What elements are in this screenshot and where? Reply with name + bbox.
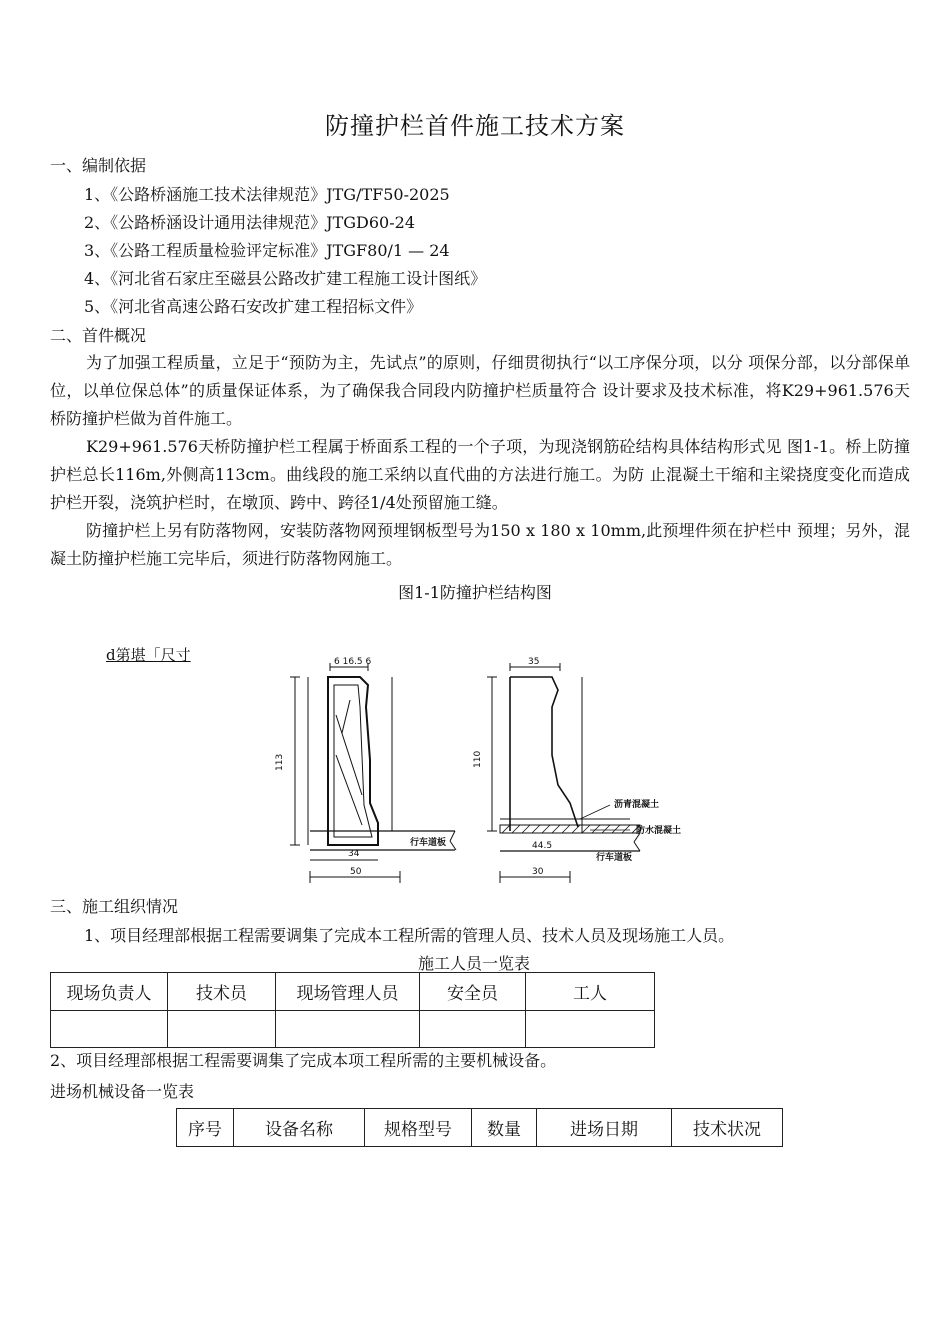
personnel-table-row bbox=[51, 1011, 655, 1048]
personnel-header-site-lead: 现场负责人 bbox=[51, 973, 168, 1011]
equipment-header-condition: 技术状况 bbox=[672, 1109, 783, 1147]
figure-side-label: d第堪「尺寸 bbox=[106, 646, 191, 664]
left-width-dimension: 50 bbox=[350, 867, 362, 877]
equipment-header-quantity: 数量 bbox=[472, 1109, 537, 1147]
equipment-table-header-row bbox=[177, 1109, 783, 1147]
personnel-cell bbox=[51, 1011, 168, 1048]
reference-item-5: 5、《河北省高速公路石安改扩建工程招标文件》 bbox=[84, 297, 423, 316]
section2-heading: 二、首件概况 bbox=[50, 326, 147, 345]
left-deck-slab-label: 行车道板 bbox=[410, 838, 447, 848]
personnel-cell bbox=[276, 1011, 420, 1048]
left-top-dimension: 6 16.5 6 bbox=[334, 657, 372, 667]
equipment-header-entry-date: 进场日期 bbox=[537, 1109, 672, 1147]
equipment-header-name: 设备名称 bbox=[234, 1109, 365, 1147]
reference-item-1: 1、《公路桥涵施工技术法律规范》JTG/TF50-2025 bbox=[84, 185, 450, 204]
equipment-table bbox=[176, 1108, 783, 1147]
right-top-dimension: 35 bbox=[528, 657, 540, 667]
right-cross-section bbox=[487, 663, 640, 883]
reference-item-3: 3、《公路工程质量检验评定标准》JTGF80/1 — 24 bbox=[84, 241, 450, 260]
organization-item-1: 1、项目经理部根据工程需要调集了完成本工程所需的管理人员、技术人员及现场施工人员。 bbox=[84, 926, 735, 945]
waterproof-concrete-label: 防水混凝土 bbox=[636, 826, 682, 836]
overview-paragraph-1: 为了加强工程质量，立足于“预防为主，先试点”的原则，仔细贯彻执行“以工序保分项，以分 项保分部，以分部保单位，以单位保总体”的质量保证体系，为了确保我合同段内防撞护栏质量符合 设计要求及技术标准，将K29+961.576天桥防撞护栏做为首件施工。 bbox=[50, 353, 910, 428]
personnel-header-technician: 技术员 bbox=[168, 973, 276, 1011]
personnel-cell bbox=[420, 1011, 526, 1048]
right-height-dimension: 110 bbox=[473, 750, 483, 768]
left-base-dimension: 34 bbox=[348, 849, 360, 859]
section1-heading: 一、编制依据 bbox=[50, 156, 147, 175]
asphalt-layer-label: 沥青混凝土 bbox=[614, 800, 660, 810]
overview-paragraph-2: K29+961.576天桥防撞护栏工程属于桥面系工程的一个子项，为现浇钢筋砼结构具体结构形式见 图1-1。桥上防撞护栏总长116m,外侧高113cm。曲线段的施工采纳以直代曲的方法进行施工。为防 止混凝土干缩和主梁挠度变化而造成护栏开裂，浇筑护栏时，在墩顶、跨中、跨径1/4处预留施工缝。 bbox=[50, 437, 910, 512]
left-cross-section bbox=[290, 663, 456, 883]
personnel-cell bbox=[168, 1011, 276, 1048]
equipment-table-caption: 进场机械设备一览表 bbox=[50, 1082, 195, 1101]
reference-item-2: 2、《公路桥涵设计通用法律规范》JTGD60-24 bbox=[84, 213, 416, 232]
personnel-table-caption: 施工人员一览表 bbox=[418, 954, 531, 973]
figure-caption: 图1-1防撞护栏结构图 bbox=[398, 583, 552, 602]
equipment-header-model: 规格型号 bbox=[365, 1109, 472, 1147]
section3-heading: 三、施工组织情况 bbox=[50, 897, 179, 916]
right-deck-slab-label: 行车道板 bbox=[596, 853, 633, 863]
organization-item-2: 2、项目经理部根据工程需要调集了完成本项工程所需的主要机械设备。 bbox=[50, 1051, 557, 1070]
personnel-table-header-row bbox=[51, 973, 655, 1011]
right-base-dimension: 44.5 bbox=[532, 841, 553, 851]
reference-item-4: 4、《河北省石家庄至磁县公路改扩建工程施工设计图纸》 bbox=[84, 269, 487, 288]
document-title: 防撞护栏首件施工技术方案 bbox=[325, 112, 625, 140]
right-width-dimension: 30 bbox=[532, 867, 544, 877]
personnel-cell bbox=[526, 1011, 655, 1048]
equipment-header-index: 序号 bbox=[177, 1109, 234, 1147]
personnel-header-site-manager: 现场管理人员 bbox=[276, 973, 420, 1011]
overview-paragraph-3: 防撞护栏上另有防落物网，安装防落物网预埋钢板型号为150 x 180 x 10mm,此预埋件须在护栏中 预埋；另外，混凝土防撞护栏施工完毕后，须进行防落物网施工。 bbox=[50, 521, 910, 568]
personnel-table bbox=[50, 972, 655, 1048]
personnel-header-safety-officer: 安全员 bbox=[420, 973, 526, 1011]
guardrail-structure-figure bbox=[270, 655, 710, 890]
personnel-header-workers: 工人 bbox=[526, 973, 655, 1011]
left-height-dimension: 113 bbox=[275, 753, 285, 771]
